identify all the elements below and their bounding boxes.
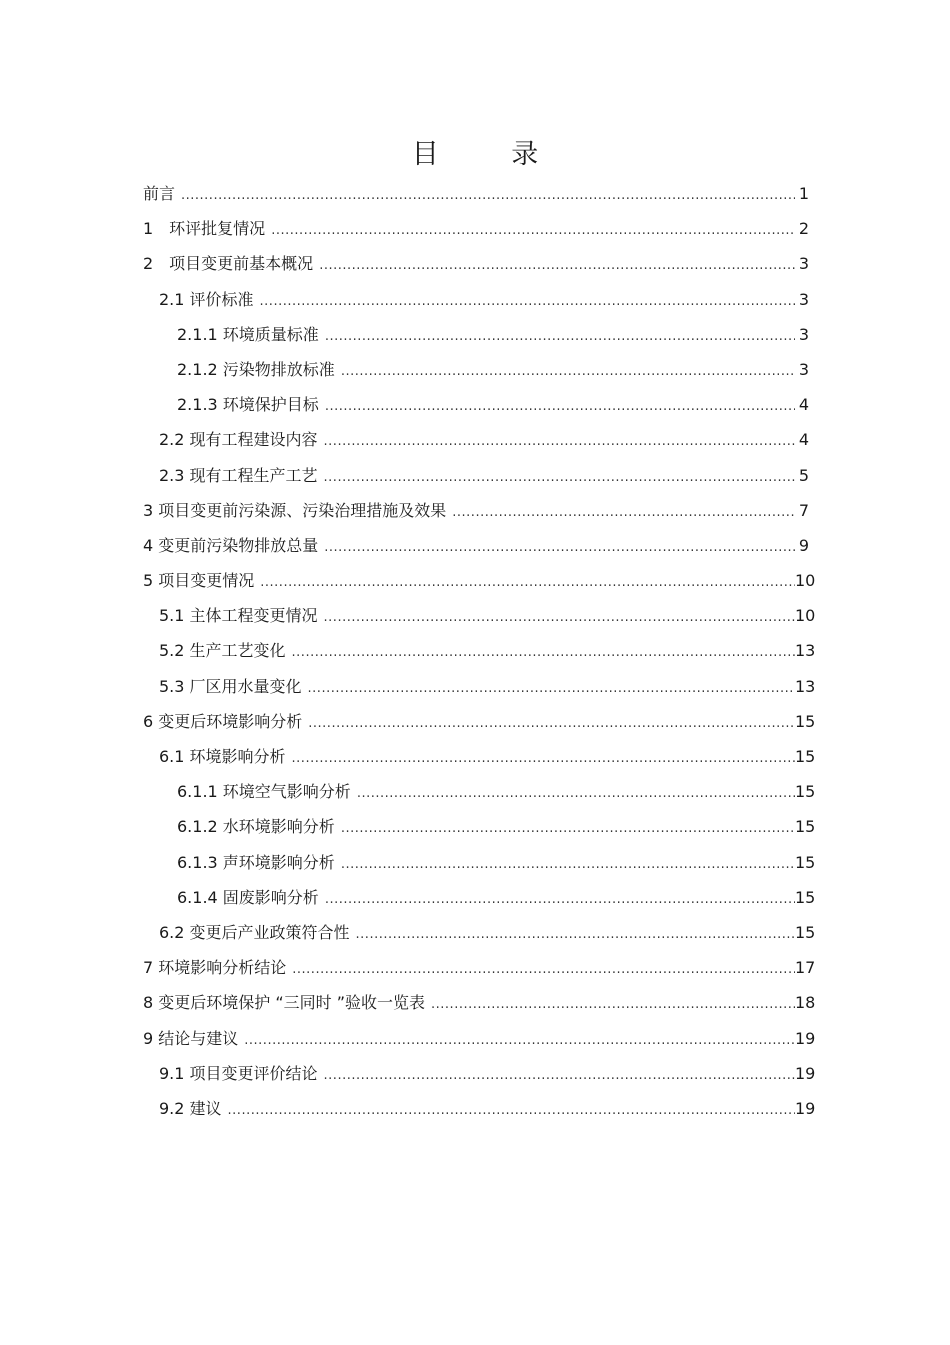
toc-entry-label: 7 环境影响分析结论 (143, 958, 287, 978)
toc-entry-label: 6.1.2 水环境影响分析 (177, 817, 335, 837)
toc-entry-label: 1 环评批复情况 (143, 219, 266, 239)
toc-entry[interactable] (143, 458, 813, 493)
toc-entry[interactable] (143, 915, 816, 950)
toc-entry-label: 2.1.3 环境保护目标 (177, 395, 319, 415)
toc-entry-label: 6 变更后环境影响分析 (143, 711, 303, 731)
toc-entry-label: 6.2 变更后产业政策符合性 (159, 922, 350, 942)
toc-entry-label: 前言 (143, 184, 176, 203)
toc-page-number: 15 (795, 852, 816, 872)
toc-page-number: 7 (798, 500, 809, 520)
toc-page-number: 19 (795, 1063, 816, 1083)
toc-page-number: 3 (798, 289, 809, 309)
toc-entry[interactable] (143, 176, 813, 211)
toc-entry[interactable] (143, 633, 816, 668)
toc-entry-label: 2.2 现有工程建设内容 (159, 430, 318, 450)
toc-entry-label: 5.1 主体工程变更情况 (159, 606, 318, 626)
toc-entry[interactable] (143, 704, 816, 739)
toc-entry-label: 5 项目变更情况 (143, 571, 255, 591)
toc-entry-label: 3 项目变更前污染源、污染治理措施及效果 (143, 500, 447, 520)
toc-dot-leader (292, 952, 795, 987)
toc-entry[interactable] (143, 1021, 816, 1056)
toc-entry-label: 5.3 厂区用水量变化 (159, 676, 302, 696)
toc-entry-label: 2.3 现有工程生产工艺 (159, 465, 318, 485)
toc-dot-leader (244, 1023, 795, 1058)
toc-entry[interactable] (143, 880, 816, 915)
toc-page-number: 13 (795, 676, 816, 696)
toc-dot-leader (324, 1058, 795, 1093)
toc-entry-label: 2 项目变更前基本概况 (143, 254, 314, 274)
toc-dot-leader (260, 284, 795, 319)
toc-dot-leader (452, 495, 795, 530)
toc-entry[interactable] (143, 774, 816, 809)
toc-entry[interactable] (143, 282, 813, 317)
toc-entry[interactable] (143, 809, 816, 844)
toc-entry-label: 6.1.3 声环境影响分析 (177, 852, 335, 872)
toc-entry[interactable] (143, 246, 813, 281)
page-title: 目 录 (411, 139, 571, 170)
toc-page-number: 1 (798, 184, 809, 203)
toc-page-number: 2 (798, 219, 809, 239)
toc-dot-leader (431, 987, 795, 1022)
toc-entry[interactable] (143, 669, 816, 704)
toc-dot-leader (292, 635, 795, 670)
toc-page-number: 3 (798, 254, 809, 274)
toc-entry-label: 2.1 评价标准 (159, 289, 254, 309)
table-of-contents (143, 176, 816, 1126)
toc-entry[interactable] (143, 563, 816, 598)
toc-entry-label: 9 结论与建议 (143, 1028, 239, 1048)
toc-entry[interactable] (143, 493, 813, 528)
toc-page-number: 15 (795, 711, 816, 731)
toc-entry-label: 2.1.1 环境质量标准 (177, 324, 319, 344)
toc-dot-leader (324, 424, 795, 459)
toc-entry[interactable] (143, 317, 813, 352)
toc-page-number: 19 (795, 1028, 816, 1048)
toc-dot-leader (292, 741, 795, 776)
toc-dot-leader (325, 319, 795, 354)
toc-entry[interactable] (143, 845, 816, 880)
toc-dot-leader (319, 248, 795, 283)
toc-dot-leader (341, 811, 795, 846)
toc-entry-label: 9.1 项目变更评价结论 (159, 1063, 318, 1083)
toc-entry[interactable] (143, 985, 816, 1020)
toc-entry[interactable] (143, 950, 816, 985)
toc-page-number: 19 (795, 1098, 816, 1118)
toc-dot-leader (308, 671, 795, 706)
toc-dot-leader (228, 1093, 795, 1128)
toc-entry[interactable] (143, 352, 813, 387)
toc-page-number: 4 (798, 430, 809, 450)
toc-entry-label: 6.1.1 环境空气影响分析 (177, 782, 351, 802)
toc-dot-leader (341, 847, 795, 882)
toc-dot-leader (324, 460, 795, 495)
toc-entry-label: 6.1.4 固废影响分析 (177, 887, 319, 907)
toc-entry-label: 8 变更后环境保护 “三同时 ”验收一览表 (143, 993, 426, 1013)
toc-dot-leader (181, 178, 795, 213)
toc-entry[interactable] (143, 528, 813, 563)
toc-page-number: 15 (795, 782, 816, 802)
toc-entry-label: 2.1.2 污染物排放标准 (177, 359, 335, 379)
toc-dot-leader (308, 706, 795, 741)
toc-page-number: 9 (798, 535, 809, 555)
toc-entry[interactable] (143, 598, 816, 633)
toc-dot-leader (324, 530, 795, 565)
toc-page-number: 13 (795, 641, 816, 661)
toc-page-number: 15 (795, 922, 816, 942)
toc-dot-leader (357, 776, 795, 811)
toc-page-number: 3 (798, 359, 809, 379)
toc-dot-leader (271, 213, 795, 248)
toc-page-number: 15 (795, 887, 816, 907)
toc-entry-label: 4 变更前污染物排放总量 (143, 535, 319, 555)
toc-page-number: 17 (795, 958, 816, 978)
toc-entry[interactable] (143, 1056, 816, 1091)
toc-entry-label: 5.2 生产工艺变化 (159, 641, 286, 661)
toc-page-number: 18 (795, 993, 816, 1013)
toc-dot-leader (260, 565, 795, 600)
toc-dot-leader (341, 354, 795, 389)
toc-entry-label: 9.2 建议 (159, 1098, 222, 1118)
toc-dot-leader (325, 882, 795, 917)
toc-dot-leader (356, 917, 795, 952)
toc-page-number: 15 (795, 817, 816, 837)
toc-page-number: 10 (795, 571, 816, 591)
toc-page-number: 10 (795, 606, 816, 626)
toc-dot-leader (324, 600, 795, 635)
toc-entry[interactable] (143, 211, 813, 246)
toc-entry[interactable] (143, 422, 813, 457)
toc-entry[interactable] (143, 1091, 816, 1126)
toc-entry[interactable] (143, 739, 816, 774)
toc-page-number: 3 (798, 324, 809, 344)
toc-entry-label: 6.1 环境影响分析 (159, 747, 286, 766)
toc-entry[interactable] (143, 387, 813, 422)
toc-page-number: 4 (798, 395, 809, 415)
toc-dot-leader (325, 389, 795, 424)
toc-page-number: 15 (795, 747, 816, 766)
toc-page-number: 5 (798, 465, 809, 485)
